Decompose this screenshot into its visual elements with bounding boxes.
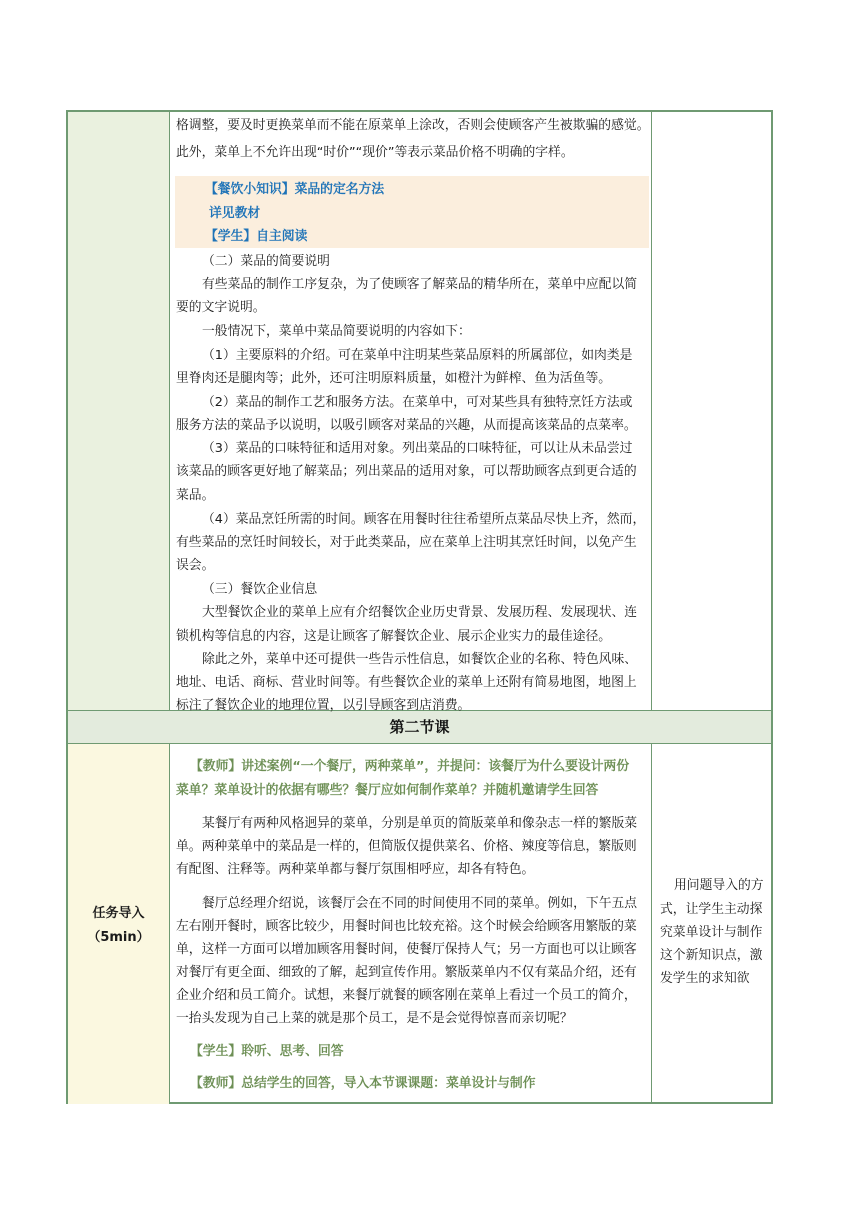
note-line: 这个新知识点，激: [660, 948, 763, 963]
lesson-plan-table: [66, 110, 773, 1104]
text-line: 服务方法的菜品予以说明，以吸引顾客对菜品的兴趣，从而提高该菜品的点菜率。: [176, 418, 637, 433]
text-line: 要的文字说明。: [176, 300, 266, 315]
text-line: （4）菜品烹饪所需的时间。顾客在用餐时往往希望所点菜品尽快上齐，然而，: [202, 512, 646, 527]
text-line: 一抬头发现为自己上菜的就是那个员工，是不是会觉得惊喜而亲切呢？: [176, 1011, 573, 1026]
text-line: 该菜品的顾客更好地了解菜品；列出菜品的适用对象，可以帮助顾客点到更合适的: [176, 464, 637, 479]
teacher-prompt: 【教师】讲述案例“一个餐厅，两种菜单”，并提问：该餐厅为什么要设计两份: [190, 759, 630, 774]
note-line: 式，让学生主动探: [660, 902, 763, 917]
subheading: （三）餐饮企业信息: [202, 582, 318, 597]
text-line: 一般情况下，菜单中菜品简要说明的内容如下：: [202, 324, 471, 339]
note-line: 发学生的求知欲: [660, 971, 750, 986]
text-line: 标注了餐饮企业的地理位置，以引导顾客到店消费。: [176, 698, 471, 713]
tip-title: 【餐饮小知识】菜品的定名方法: [205, 182, 385, 197]
student-response: 【学生】聆听、思考、回答: [190, 1044, 344, 1059]
text-line: 此外，菜单上不允许出现“时价”“现价”等表示菜品价格不明确的字样。: [176, 145, 574, 160]
text-line: 地址、电话、商标、营业时间等。有些餐饮企业的菜单上还附有简易地图，地图上: [176, 675, 637, 690]
text-line: 左右刚开餐时，顾客比较少，用餐时间也比较充裕。这个时候会给顾客用繁版的菜: [176, 919, 637, 934]
text-line: 菜品。: [176, 488, 215, 503]
text-line: 单，这样一方面可以增加顾客用餐时间，使餐厅保持人气；另一方面也可以让顾客: [176, 942, 637, 957]
subheading: （二）菜品的简要说明: [202, 254, 330, 269]
task-label: 任务导入: [92, 906, 145, 921]
text-line: 某餐厅有两种风格迥异的菜单，分别是单页的简版菜单和像杂志一样的繁版菜: [202, 816, 638, 831]
text-line: 里脊肉还是腿肉等；此外，还可注明原料质量，如橙汁为鲜榨、鱼为活鱼等。: [176, 371, 612, 386]
section-band-title: 第二节课: [68, 711, 771, 743]
left-column-cell: [68, 112, 169, 710]
task-time: （5min）: [87, 930, 150, 945]
note-line: 究菜单设计与制作: [660, 925, 763, 940]
text-line: 单。两种菜单中的菜品是一样的，但简版仅提供菜名、价格、辣度等信息，繁版则: [176, 839, 637, 854]
text-line: 锁机构等信息的内容，这是让顾客了解餐饮企业、展示企业实力的最佳途径。: [176, 629, 612, 644]
text-line: 除此之外，菜单中还可提供一些告示性信息，如餐饮企业的名称、特色风味、: [202, 652, 638, 667]
text-line: 对餐厅有更全面、细致的了解，起到宣传作用。繁版菜单内不仅有菜品介绍，还有: [176, 965, 637, 980]
text-line: （2）菜品的制作工艺和服务方法。在菜单中，可对某些具有独特烹饪方法或: [202, 395, 633, 410]
text-line: 有配图、注释等。两种菜单都与餐厅氛围相呼应，却各有特色。: [176, 862, 535, 877]
text-line: （3）菜品的口味特征和适用对象。列出菜品的口味特征，可以让从未品尝过: [202, 441, 633, 456]
text-line: 餐厅总经理介绍说，该餐厅会在不同的时间使用不同的菜单。例如，下午五点: [202, 896, 638, 911]
student-reading: 【学生】自主阅读: [205, 229, 308, 244]
text-line: 企业介绍和员工简介。试想，来餐厅就餐的顾客刚在菜单上看过一个员工的简介，: [176, 988, 637, 1003]
text-line: （1）主要原料的介绍。可在菜单中注明某些菜品原料的所属部位，如肉类是: [202, 348, 633, 363]
text-line: 大型餐饮企业的菜单上应有介绍餐饮企业历史背景、发展历程、发展现状、连: [202, 605, 638, 620]
teacher-prompt: 菜单？菜单设计的依据有哪些？餐厅应如何制作菜单？并随机邀请学生回答: [176, 783, 599, 798]
text-line: 有些菜品的制作工序复杂，为了使顾客了解菜品的精华所在，菜单中应配以简: [202, 277, 638, 292]
tip-reference: 详见教材: [209, 206, 261, 221]
text-line: 有些菜品的烹饪时间较长，对于此类菜品，应在菜单上注明其烹饪时间，以免产生: [176, 535, 637, 550]
note-line: 用问题导入的方: [674, 878, 764, 893]
teacher-summary: 【教师】总结学生的回答，导入本节课课题：菜单设计与制作: [190, 1076, 536, 1091]
text-line: 误会。: [176, 558, 215, 573]
text-line: 格调整，要及时更换菜单而不能在原菜单上涂改，否则会使顾客产生被欺骗的感觉。: [176, 118, 650, 133]
